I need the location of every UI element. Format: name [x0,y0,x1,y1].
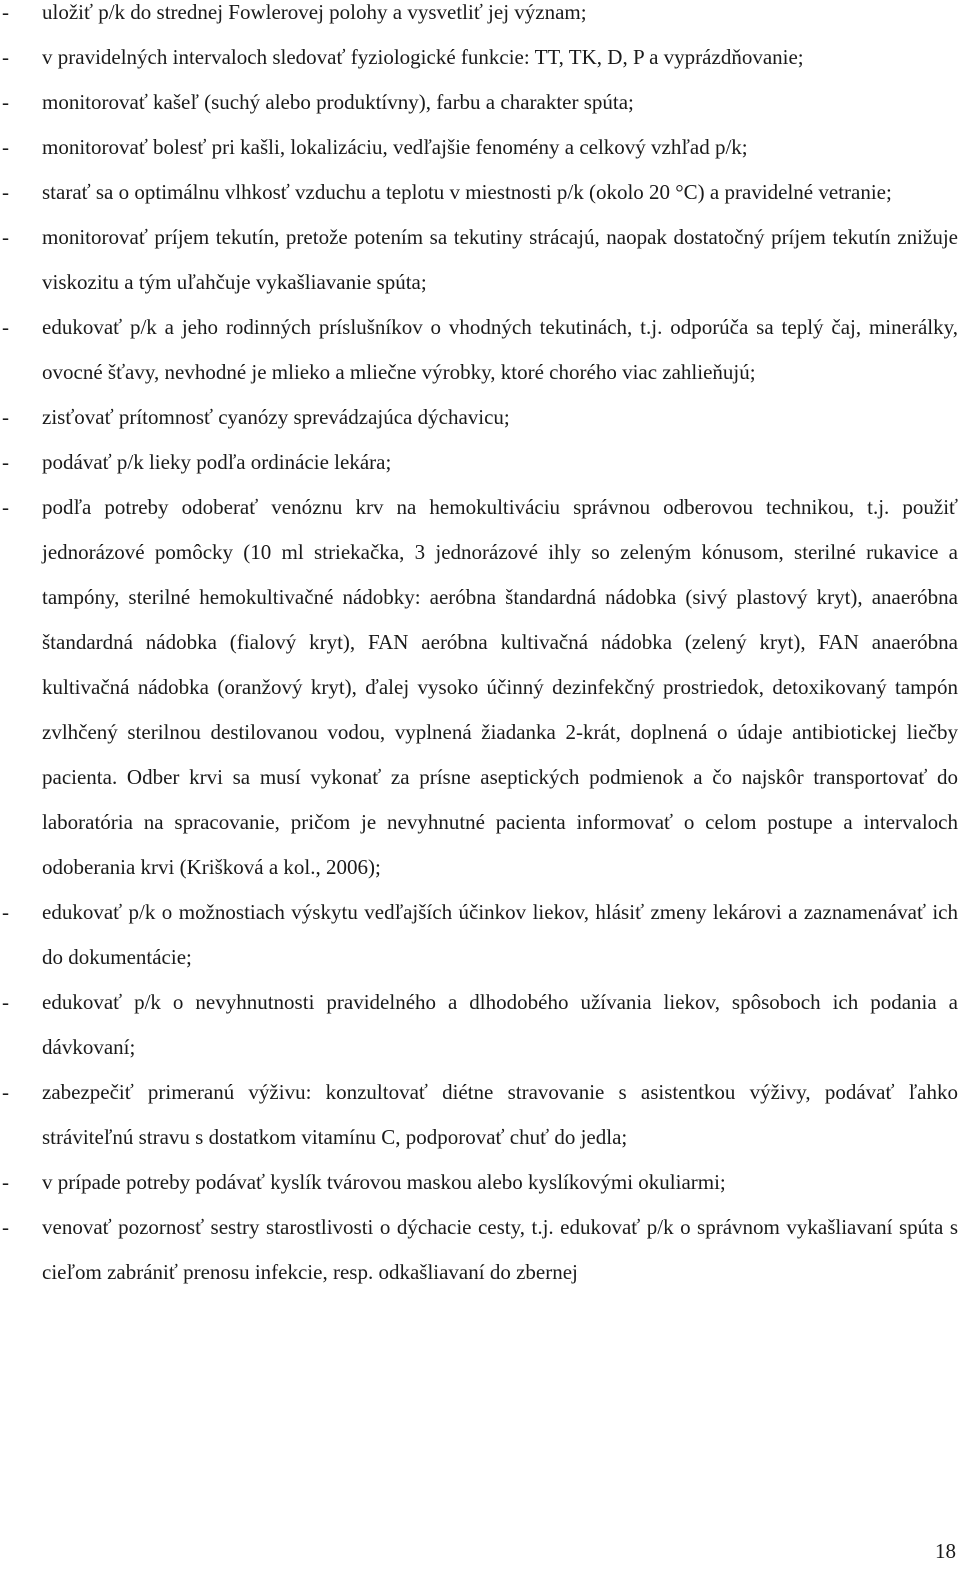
list-item-text: starať sa o optimálnu vlhkosť vzduchu a teplotu v miestnosti p/k (okolo 20 °C) a pravidelné vetranie; [42,180,892,204]
list-dash: - [2,990,9,1014]
list-item [0,980,958,1070]
list-item [0,0,958,35]
list-item-text: uložiť p/k do strednej Fowlerovej polohy a vysvetliť jej význam; [42,0,587,24]
list-item-text: podľa potreby odoberať venóznu krv na hemokultiváciu správnou odberovou technikou, t.j. použiť jednorázové pomôcky (10 ml striekačka, 3 jednorázové ihly so zeleným kónusom, sterilné rukavice a tampóny, sterilné hemokultivačné nádobky: aeróbna štandardná nádobka (sivý plastový kryt), anaeróbna štandardná nádobka (fialový kryt), FAN aeróbna kultivačná nádobka (zelený kryt), FAN anaeróbna kultivačná nádobka (oranžový kryt), ďalej vysoko účinný dezinfekčný prostriedok, detoxikovaný tampón zvlhčený sterilnou destilovanou vodou, vyplnená žiadanka 2-krát, doplnená o údaje antibiotickej liečby pacienta. Odber krvi sa musí vykonať za prísne aseptických podmienok a čo najskôr transportovať do laboratória na spracovanie, pričom je nevyhnutné pacienta informovať o celom postupe a intervaloch odoberania krvi (Krišková a kol., 2006); [42,495,958,879]
list-dash: - [2,0,9,24]
list-item-text: venovať pozornosť sestry starostlivosti o dýchacie cesty, t.j. edukovať p/k o správnom vykašliavaní spúta s cieľom zabrániť prenosu infekcie, resp. odkašliavaní do zbernej [42,1215,958,1284]
list-dash: - [2,495,9,519]
list-dash: - [2,90,9,114]
list-item [0,1070,958,1160]
list-dash: - [2,180,9,204]
list-dash: - [2,900,9,924]
list-item [0,35,958,80]
list-item-text: monitorovať bolesť pri kašli, lokalizáciu, vedľajšie fenomény a celkový vzhľad p/k; [42,135,748,159]
list-item [0,1205,958,1295]
list-dash: - [2,315,9,339]
list-dash: - [2,45,9,69]
list-item-text: zisťovať prítomnosť cyanózy sprevádzajúca dýchavicu; [42,405,510,429]
list-dash: - [2,1080,9,1104]
list-dash: - [2,450,9,474]
list-dash: - [2,135,9,159]
list-item [0,485,958,890]
list-dash: - [2,1170,9,1194]
list-dash: - [2,225,9,249]
list-item-text: v pravidelných intervaloch sledovať fyziologické funkcie: TT, TK, D, P a vyprázdňovanie; [42,45,804,69]
list-item-text: monitorovať príjem tekutín, pretože potením sa tekutiny strácajú, naopak dostatočný príjem tekutín znižuje viskozitu a tým uľahčuje vykašliavanie spúta; [42,225,958,294]
list-item [0,440,958,485]
list-item-text: edukovať p/k a jeho rodinných príslušníkov o vhodných tekutinách, t.j. odporúča sa teplý čaj, minerálky, ovocné šťavy, nevhodné je mlieko a mliečne výrobky, ktoré chorého viac zahlieňujú; [42,315,958,384]
list-item [0,170,958,215]
list-item-text: monitorovať kašeľ (suchý alebo produktívny), farbu a charakter spúta; [42,90,634,114]
list-item-text: podávať p/k lieky podľa ordinácie lekára; [42,450,392,474]
list-item [0,80,958,125]
list-item [0,125,958,170]
list-item-text: edukovať p/k o možnostiach výskytu vedľajších účinkov liekov, hlásiť zmeny lekárovi a zaznamenávať ich do dokumentácie; [42,900,958,969]
list-item-text: zabezpečiť primeranú výživu: konzultovať diétne stravovanie s asistentkou výživy, podávať ľahko stráviteľnú stravu s dostatkom vitamínu C, podporovať chuť do jedla; [42,1080,958,1149]
list-item-text: edukovať p/k o nevyhnutnosti pravidelného a dlhodobého užívania liekov, spôsoboch ich podania a dávkovaní; [42,990,958,1059]
list-item [0,215,958,305]
list-item [0,890,958,980]
list-dash: - [2,405,9,429]
list-item [0,305,958,395]
list-item [0,395,958,440]
list-item-text: v prípade potreby podávať kyslík tvárovou maskou alebo kyslíkovými okuliarmi; [42,1170,726,1194]
list-item [0,1160,958,1205]
list-dash: - [2,1215,9,1239]
page-number: 18 [935,1539,956,1563]
